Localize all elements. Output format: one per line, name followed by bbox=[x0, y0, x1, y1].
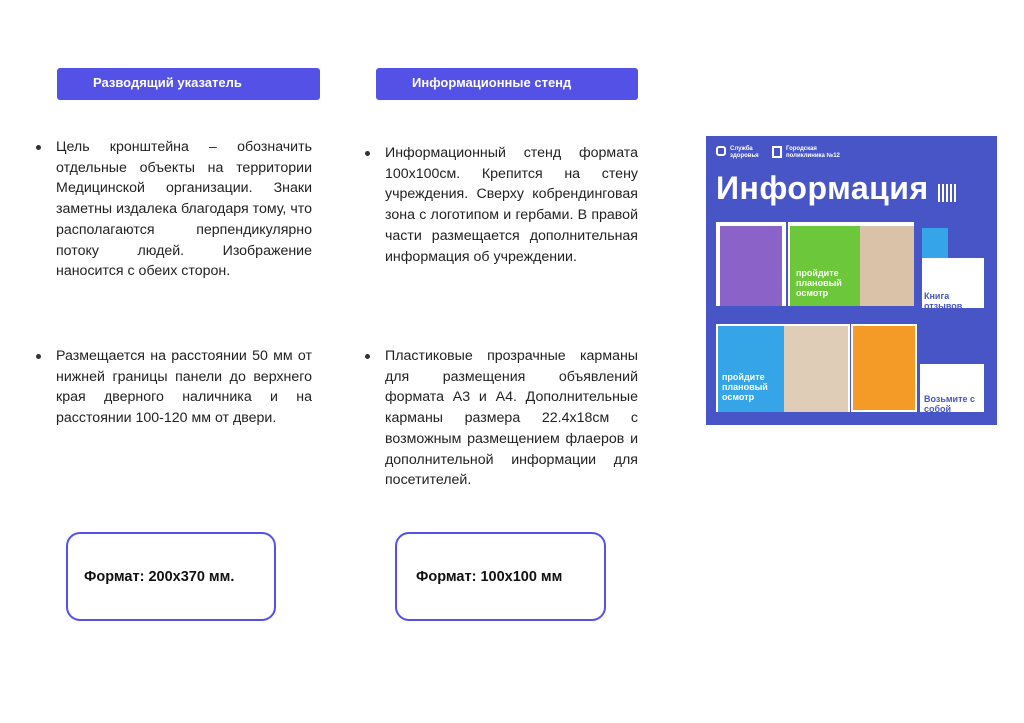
elderly-couple-photo bbox=[784, 326, 848, 412]
format-left-text: Формат: 200х370 мм. bbox=[84, 568, 235, 585]
right-bullet-list-1 bbox=[363, 143, 638, 267]
right-bullet-list-2 bbox=[363, 346, 638, 491]
right-bullet-2: Пластиковые прозрачные карманы для размещения объявлений формата А3 и А4. Дополнительные карманы размера 22.4х18см с возможным размещением флаеров и дополнительной информации для посетителей. bbox=[363, 346, 638, 491]
panel-orange-poster bbox=[853, 326, 915, 410]
info-stand-image bbox=[706, 136, 997, 425]
doctor-photo bbox=[860, 226, 914, 306]
format-right-text: Формат: 100х100 мм bbox=[416, 568, 563, 585]
right-bullet-1: Информационный стенд формата 100х100см. Крепится на стену учреждения. Сверху кобрендинговая зона с логотипом и гербами. В правой части размещается дополнительная информация об учреждении. bbox=[363, 143, 638, 267]
panel-green-text: пройдите плановый осмотр bbox=[796, 268, 842, 298]
left-bullet-2: Размещается на расстоянии 50 мм от нижней границы панели до верхнего края дверного наличника и на расстоянии 100-120 мм от двери. bbox=[34, 346, 312, 429]
stand-title: Информация bbox=[716, 170, 929, 206]
panel-purple-poster bbox=[720, 226, 782, 306]
coat-of-arms-icon bbox=[772, 146, 782, 158]
left-bullet-1: Цель кронштейна – обозначить отдельные объекты на территории Медицинской организации. Знаки заметны издалека благодаря тому, что располагаются перпендикулярно потоку людей. Изображение наносится с обеих сторон. bbox=[34, 137, 312, 282]
logo-poliklinika: Городская поликлиника №12 bbox=[786, 146, 840, 159]
qr-code-icon bbox=[938, 184, 956, 202]
format-box-left bbox=[66, 532, 276, 621]
header-informatsionnyy-stend: Информационные стенд bbox=[376, 68, 638, 100]
panel-reviews-text: Книга отзывов bbox=[924, 291, 963, 311]
heart-logo-icon bbox=[716, 146, 726, 156]
format-box-right bbox=[395, 532, 606, 621]
left-bullet-list-1 bbox=[34, 137, 312, 282]
logo-sluzhba-zdorovya: Служба здоровья bbox=[730, 146, 759, 159]
panel-take-text: Возьмите с собой bbox=[924, 394, 975, 414]
header-razvodyashchiy-ukazatel: Разводящий указатель bbox=[57, 68, 320, 100]
panel-blue-text: пройдите плановый осмотр bbox=[722, 372, 768, 402]
left-bullet-list-2 bbox=[34, 346, 312, 429]
panel-blue-small bbox=[922, 228, 948, 258]
